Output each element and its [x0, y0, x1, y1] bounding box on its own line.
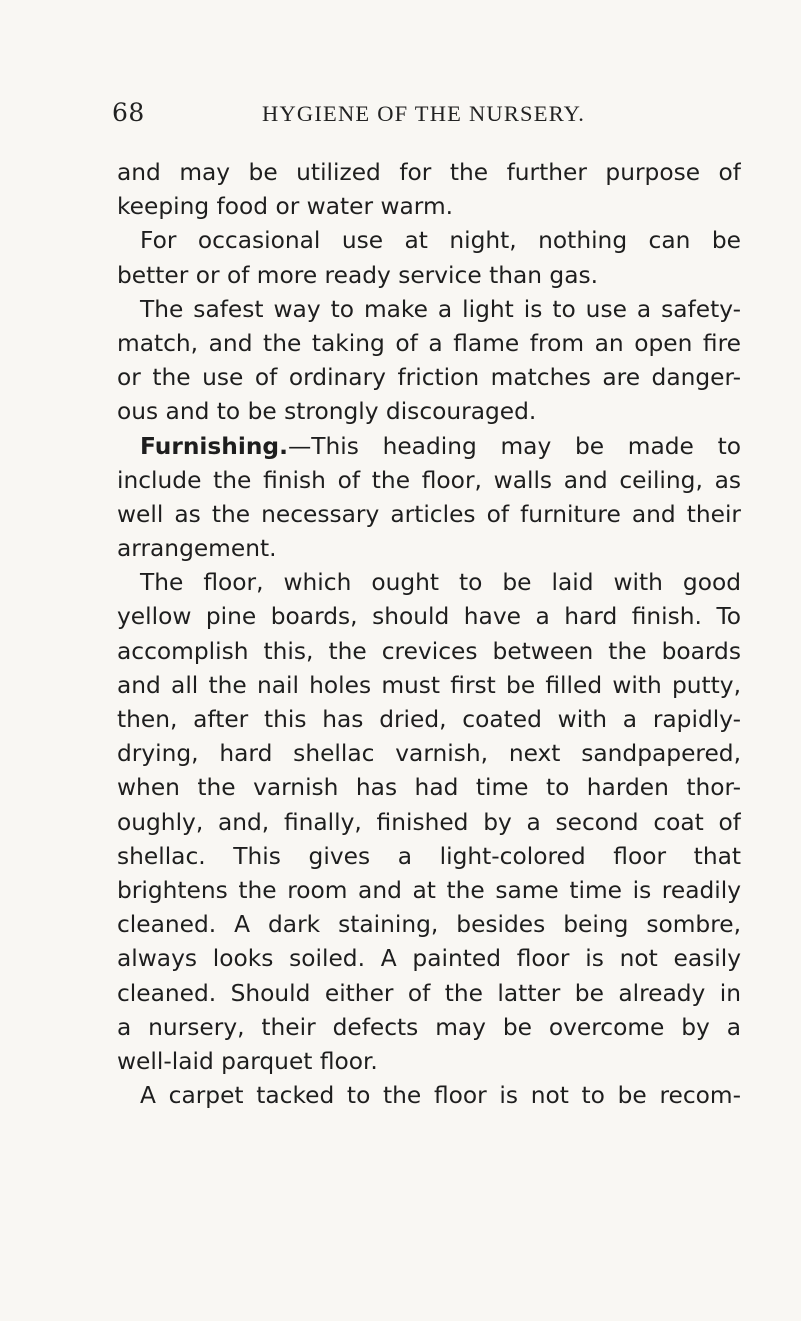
text-line	[117, 1079, 741, 1113]
text-line	[117, 908, 741, 942]
text-line	[117, 327, 741, 361]
text-line-content: arrangement.	[117, 535, 277, 563]
text-line-content: For occasional use at night, nothing can be	[140, 227, 741, 255]
text-line-content: ous and to be strongly discouraged.	[117, 398, 537, 426]
text-line-content: brightens the room and at the same time is readily	[117, 876, 741, 904]
section-heading: Furnishing.	[140, 432, 288, 460]
text-line-content: well as the necessary articles of furniture and their	[117, 500, 741, 528]
text-line-content: when the varnish has had time to harden thor-	[117, 774, 741, 802]
text-line-content: drying, hard shellac varnish, next sandpapered,	[117, 740, 741, 768]
text-line	[117, 464, 741, 498]
text-line	[117, 771, 741, 805]
text-line-content: or the use of ordinary friction matches are danger-	[117, 364, 741, 392]
text-line	[117, 156, 741, 190]
text-line	[117, 395, 741, 429]
text-line	[117, 600, 741, 634]
text-line-content: a nursery, their defects may be overcome by a	[117, 1013, 741, 1041]
text-line	[117, 703, 741, 737]
text-line-content: —This heading may be made to	[287, 432, 741, 460]
text-line-content: The safest way to make a light is to use a safety-	[140, 295, 741, 323]
text-line	[117, 1045, 741, 1079]
text-line	[117, 635, 741, 669]
text-line	[117, 361, 741, 395]
text-line	[117, 532, 741, 566]
text-line	[117, 430, 741, 464]
text-line	[117, 874, 741, 908]
text-line	[117, 566, 741, 600]
text-line-content: keeping food or water warm.	[117, 193, 454, 221]
text-line-content: shellac. This gives a light-colored floor that	[117, 842, 741, 870]
text-line-content: match, and the taking of a flame from an open fire	[117, 329, 741, 357]
text-line-content: and may be utilized for the further purpose of	[117, 159, 741, 186]
text-line-content: always looks soiled. A painted floor is not easily	[117, 945, 741, 973]
text-line	[117, 190, 741, 224]
text-line-content: then, after this has dried, coated with a rapidly-	[117, 706, 741, 733]
text-line	[117, 498, 741, 532]
text-line	[117, 806, 741, 840]
text-line-content: well-laid parquet floor.	[117, 1047, 378, 1075]
text-line	[117, 942, 741, 976]
body-text	[117, 156, 741, 1113]
text-line	[117, 259, 741, 293]
text-line-content: include the finish of the floor, walls and ceiling, as	[117, 466, 741, 494]
page-number: 68	[112, 98, 145, 127]
running-head	[0, 98, 801, 138]
text-line	[117, 669, 741, 703]
running-title: HYGIENE OF THE NURSERY.	[262, 101, 586, 126]
text-line	[117, 977, 741, 1011]
text-line	[117, 224, 741, 258]
text-line-content: better or of more ready service than gas.	[117, 261, 599, 289]
text-line	[117, 737, 741, 771]
text-line-content: The floor, which ought to be laid with good	[140, 569, 741, 597]
text-line-content: A carpet tacked to the floor is not to be recom-	[140, 1082, 741, 1110]
text-line-content: cleaned. Should either of the latter be already in	[117, 979, 741, 1007]
text-line	[117, 840, 741, 874]
text-line	[117, 1011, 741, 1045]
text-line-content: and all the nail holes must first be filled with putty,	[117, 671, 741, 699]
text-line-content: accomplish this, the crevices between the boards	[117, 637, 741, 665]
text-line	[117, 293, 741, 327]
text-line-content: oughly, and, finally, finished by a second coat of	[117, 808, 741, 836]
text-line-content: cleaned. A dark staining, besides being sombre,	[117, 911, 741, 939]
text-line-content: yellow pine boards, should have a hard finish. To	[117, 603, 741, 631]
